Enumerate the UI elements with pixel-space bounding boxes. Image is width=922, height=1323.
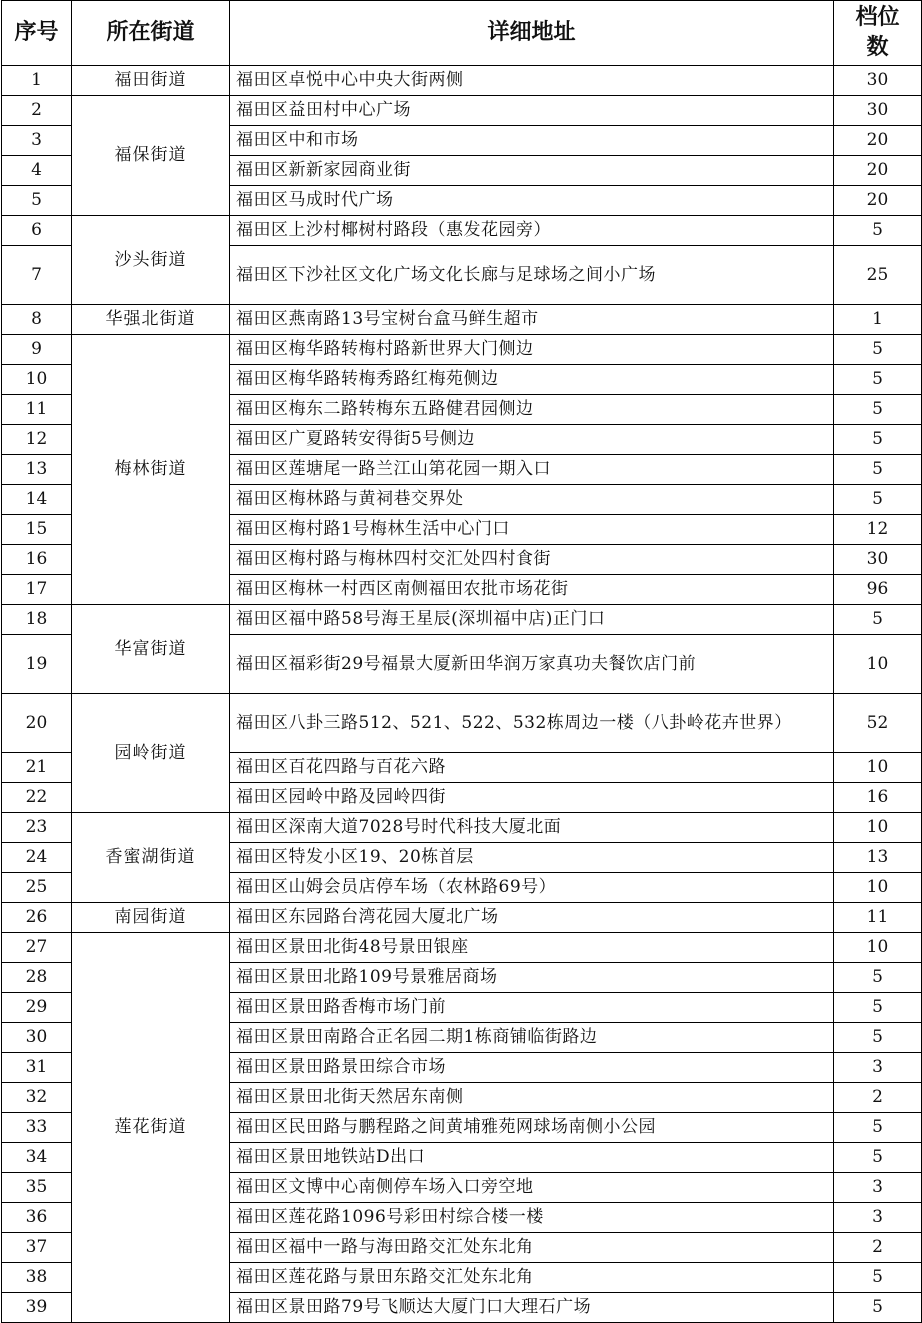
row-stalls: 13 [834,843,922,873]
row-address: 福田区下沙社区文化广场文化长廊与足球场之间小广场 [230,246,834,305]
row-index: 8 [2,305,72,335]
header-stalls [834,1,922,66]
row-stalls: 1 [834,305,922,335]
row-stalls: 2 [834,1083,922,1113]
row-address: 福田区梅村路1号梅林生活中心门口 [230,515,834,545]
row-address: 福田区八卦三路512、521、522、532栋周边一楼（八卦岭花卉世界） [230,694,834,753]
table-row [2,813,922,843]
table-row [2,903,922,933]
row-street: 福田街道 [72,66,230,96]
row-index: 39 [2,1293,72,1323]
table-body [2,66,922,1323]
row-stalls: 5 [834,1263,922,1293]
row-address: 福田区新新家园商业街 [230,156,834,186]
row-address: 福田区景田北街48号景田银座 [230,933,834,963]
row-address: 福田区莲花路与景田东路交汇处东北角 [230,1263,834,1293]
row-index: 1 [2,66,72,96]
row-index: 31 [2,1053,72,1083]
row-stalls: 5 [834,216,922,246]
row-address: 福田区文博中心南侧停车场入口旁空地 [230,1173,834,1203]
row-stalls: 30 [834,96,922,126]
row-stalls: 96 [834,575,922,605]
table-row [2,694,922,753]
row-index: 17 [2,575,72,605]
row-stalls: 16 [834,783,922,813]
row-index: 11 [2,395,72,425]
row-index: 14 [2,485,72,515]
header-index: 序号 [2,1,72,66]
table-row [2,605,922,635]
table-row [2,305,922,335]
row-stalls: 20 [834,186,922,216]
row-address: 福田区梅村路与梅林四村交汇处四村食街 [230,545,834,575]
row-index: 2 [2,96,72,126]
row-index: 9 [2,335,72,365]
row-index: 23 [2,813,72,843]
row-stalls: 5 [834,963,922,993]
row-index: 22 [2,783,72,813]
table-row [2,96,922,126]
row-street: 香蜜湖街道 [72,813,230,903]
row-stalls: 5 [834,365,922,395]
header-address: 详细地址 [230,1,834,66]
row-index: 10 [2,365,72,395]
row-stalls: 3 [834,1053,922,1083]
row-address: 福田区广夏路转安得街5号侧边 [230,425,834,455]
table-row [2,66,922,96]
row-address: 福田区百花四路与百花六路 [230,753,834,783]
row-stalls: 5 [834,993,922,1023]
row-address: 福田区山姆会员店停车场（农林路69号） [230,873,834,903]
row-address: 福田区梅华路转梅村路新世界大门侧边 [230,335,834,365]
row-address: 福田区梅华路转梅秀路红梅苑侧边 [230,365,834,395]
row-index: 4 [2,156,72,186]
row-stalls: 5 [834,395,922,425]
row-stalls: 25 [834,246,922,305]
row-address: 福田区上沙村椰树村路段（惠发花园旁） [230,216,834,246]
row-address: 福田区景田地铁站D出口 [230,1143,834,1173]
row-index: 24 [2,843,72,873]
row-index: 33 [2,1113,72,1143]
row-stalls: 5 [834,1293,922,1323]
row-stalls: 10 [834,635,922,694]
row-stalls: 2 [834,1233,922,1263]
row-address: 福田区莲塘尾一路兰江山第花园一期入口 [230,455,834,485]
row-index: 20 [2,694,72,753]
row-address: 福田区景田南路合正名园二期1栋商铺临街路边 [230,1023,834,1053]
row-address: 福田区燕南路13号宝树台盒马鲜生超市 [230,305,834,335]
row-index: 30 [2,1023,72,1053]
row-address: 福田区梅林一村西区南侧福田农批市场花街 [230,575,834,605]
row-stalls: 20 [834,156,922,186]
header-stalls-text: 档位数 [855,5,900,60]
row-index: 35 [2,1173,72,1203]
row-address: 福田区深南大道7028号时代科技大厦北面 [230,813,834,843]
row-address: 福田区景田北街天然居东南侧 [230,1083,834,1113]
row-stalls: 30 [834,66,922,96]
row-index: 28 [2,963,72,993]
row-stalls: 3 [834,1203,922,1233]
row-stalls: 10 [834,873,922,903]
row-address: 福田区梅东二路转梅东五路健君园侧边 [230,395,834,425]
row-address: 福田区特发小区19、20栋首层 [230,843,834,873]
row-stalls: 10 [834,753,922,783]
row-address: 福田区景田路79号飞顺达大厦门口大理石广场 [230,1293,834,1323]
row-street: 莲花街道 [72,933,230,1323]
row-index: 5 [2,186,72,216]
row-street: 福保街道 [72,96,230,216]
row-address: 福田区益田村中心广场 [230,96,834,126]
table-header-row [2,1,922,66]
row-index: 18 [2,605,72,635]
row-stalls: 5 [834,1143,922,1173]
row-index: 12 [2,425,72,455]
row-street: 南园街道 [72,903,230,933]
row-index: 36 [2,1203,72,1233]
row-street: 华强北街道 [72,305,230,335]
row-address: 福田区景田路景田综合市场 [230,1053,834,1083]
row-index: 38 [2,1263,72,1293]
row-street: 园岭街道 [72,694,230,813]
row-address: 福田区民田路与鹏程路之间黄埔雅苑网球场南侧小公园 [230,1113,834,1143]
row-street: 梅林街道 [72,335,230,605]
row-street: 沙头街道 [72,216,230,305]
row-stalls: 5 [834,335,922,365]
row-stalls: 3 [834,1173,922,1203]
row-index: 25 [2,873,72,903]
row-index: 7 [2,246,72,305]
row-stalls: 52 [834,694,922,753]
row-stalls: 5 [834,605,922,635]
row-stalls: 10 [834,933,922,963]
row-stalls: 12 [834,515,922,545]
table-row [2,335,922,365]
row-address: 福田区福彩街29号福景大厦新田华润万家真功夫餐饮店门前 [230,635,834,694]
row-stalls: 30 [834,545,922,575]
row-index: 15 [2,515,72,545]
row-index: 37 [2,1233,72,1263]
table-row [2,933,922,963]
row-address: 福田区景田北路109号景雅居商场 [230,963,834,993]
row-address: 福田区景田路香梅市场门前 [230,993,834,1023]
row-address: 福田区东园路台湾花园大厦北广场 [230,903,834,933]
row-stalls: 10 [834,813,922,843]
row-index: 3 [2,126,72,156]
row-address: 福田区卓悦中心中央大街两侧 [230,66,834,96]
row-stalls: 11 [834,903,922,933]
row-stalls: 5 [834,1023,922,1053]
row-address: 福田区莲花路1096号彩田村综合楼一楼 [230,1203,834,1233]
row-index: 13 [2,455,72,485]
row-address: 福田区福中一路与海田路交汇处东北角 [230,1233,834,1263]
row-address: 福田区马成时代广场 [230,186,834,216]
row-address: 福田区梅林路与黄祠巷交界处 [230,485,834,515]
row-stalls: 5 [834,425,922,455]
row-stalls: 20 [834,126,922,156]
row-index: 26 [2,903,72,933]
row-index: 32 [2,1083,72,1113]
row-street: 华富街道 [72,605,230,694]
row-stalls: 5 [834,455,922,485]
row-stalls: 5 [834,485,922,515]
row-address: 福田区园岭中路及园岭四街 [230,783,834,813]
table-row [2,216,922,246]
row-index: 6 [2,216,72,246]
row-address: 福田区中和市场 [230,126,834,156]
row-stalls: 5 [834,1113,922,1143]
row-index: 29 [2,993,72,1023]
header-street: 所在街道 [72,1,230,66]
row-index: 19 [2,635,72,694]
row-index: 21 [2,753,72,783]
row-address: 福田区福中路58号海王星辰(深圳福中店)正门口 [230,605,834,635]
row-index: 16 [2,545,72,575]
stall-location-table [1,0,922,1323]
row-index: 27 [2,933,72,963]
row-index: 34 [2,1143,72,1173]
